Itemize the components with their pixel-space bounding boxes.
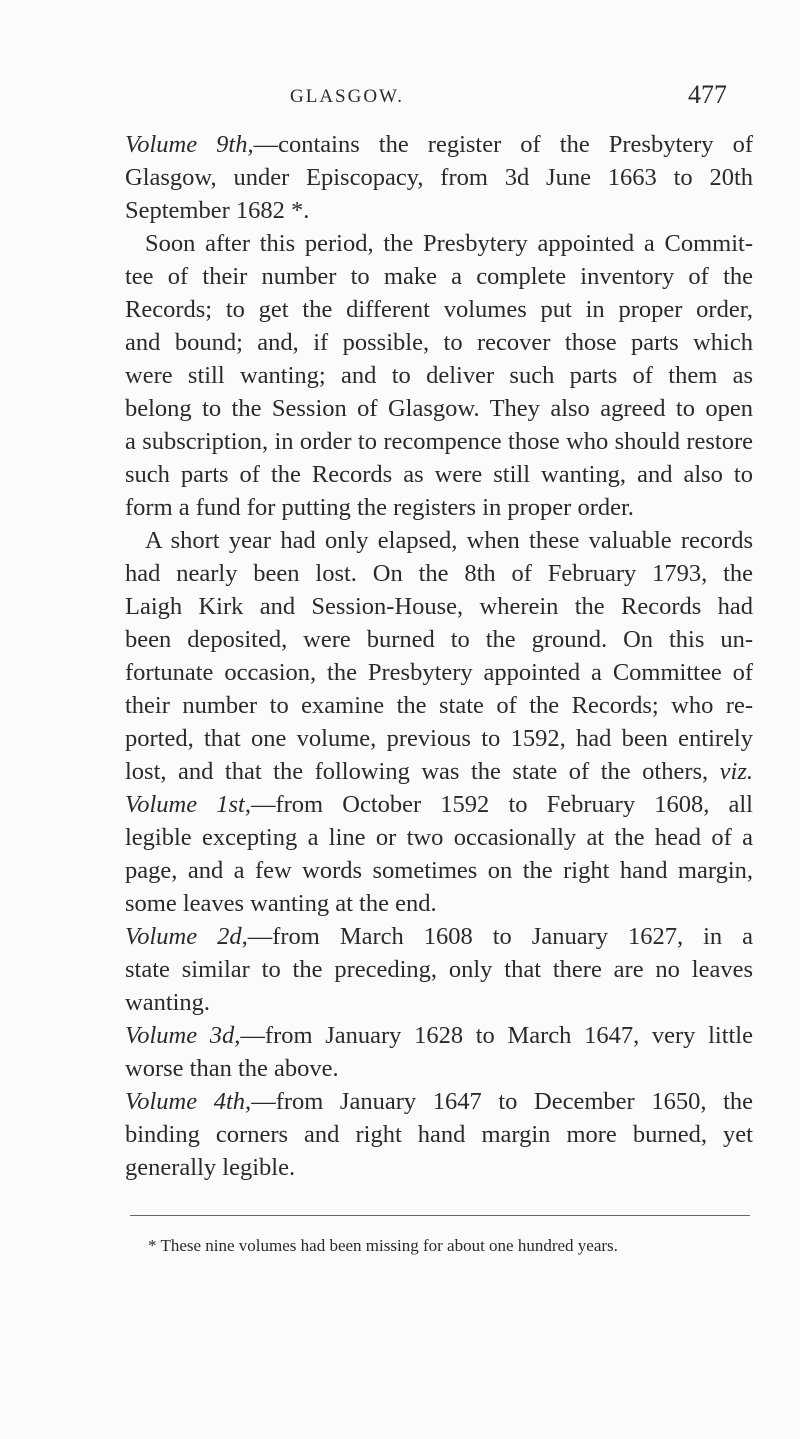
text-segment: —from March 1608 to January 1627, in a [247, 923, 753, 950]
text-segment: tee of their number to make a complete inventory of the [125, 263, 753, 290]
text-segment: binding corners and right hand margin more burned, yet [125, 1121, 753, 1148]
footnote-rule [130, 1215, 750, 1216]
text-line [125, 821, 753, 854]
text-line [125, 161, 753, 194]
text-line [125, 194, 753, 227]
text-line [125, 590, 753, 623]
body-text [125, 128, 753, 1184]
text-segment: —from October 1592 to February 1608, all [250, 791, 753, 818]
text-line [125, 623, 753, 656]
text-line [125, 458, 753, 491]
text-segment: fortunate occasion, the Presbytery appointed a Committee of [125, 659, 753, 686]
text-segment: —from January 1628 to March 1647, very little [240, 1022, 753, 1049]
footnote: * These nine volumes had been missing for about one hundred years. [148, 1236, 618, 1255]
text-segment: ported, that one volume, previous to 1592, had been entirely [125, 725, 753, 752]
italic-text: Volume 9th, [125, 131, 254, 158]
text-line [125, 128, 753, 161]
text-segment: A short year had only elapsed, when these valuable records [145, 527, 753, 554]
italic-text: viz. [719, 758, 753, 785]
text-line [125, 491, 753, 524]
text-segment: form a fund for putting the registers in proper order. [125, 494, 634, 521]
text-line [125, 953, 753, 986]
text-line [125, 722, 753, 755]
text-segment: Records; to get the different volumes put in proper order, [125, 296, 753, 323]
text-line [125, 1118, 753, 1151]
text-segment: had nearly been lost. On the 8th of February 1793, the [125, 560, 753, 587]
text-line [125, 359, 753, 392]
text-line [125, 260, 753, 293]
text-line [125, 788, 753, 821]
text-segment: been deposited, were burned to the ground. On this un- [125, 626, 753, 653]
text-segment: page, and a few words sometimes on the right hand margin, [125, 857, 753, 884]
text-segment: September 1682 *. [125, 197, 310, 224]
text-line [125, 986, 753, 1019]
text-segment: belong to the Session of Glasgow. They also agreed to open [125, 395, 753, 422]
text-line [125, 392, 753, 425]
text-line [125, 557, 753, 590]
text-segment: generally legible. [125, 1154, 296, 1181]
text-segment: wanting. [125, 989, 211, 1016]
text-segment: —from January 1647 to December 1650, the [251, 1088, 753, 1115]
italic-text: Volume 1st, [125, 791, 251, 818]
text-segment: worse than the above. [125, 1055, 339, 1082]
page-number: 477 [688, 80, 727, 109]
text-line [125, 227, 753, 260]
text-line [125, 1019, 753, 1052]
text-segment: Laigh Kirk and Session-House, wherein the Records had [125, 593, 753, 620]
text-segment: and bound; and, if possible, to recover those parts which [125, 329, 753, 356]
text-line [125, 854, 753, 887]
text-segment: were still wanting; and to deliver such parts of them as [125, 362, 753, 389]
italic-text: Volume 2d, [125, 923, 248, 950]
italic-text: Volume 3d, [125, 1022, 241, 1049]
text-segment: such parts of the Records as were still wanting, and also to [125, 461, 753, 488]
text-line [125, 425, 753, 458]
text-line [125, 656, 753, 689]
text-line [125, 1085, 753, 1118]
text-line [125, 920, 753, 953]
text-segment: lost, and that the following was the state of the others, [125, 758, 720, 785]
text-line [125, 524, 753, 557]
text-line [125, 326, 753, 359]
text-line [125, 755, 753, 788]
text-segment: —contains the register of the Presbytery of [253, 131, 753, 158]
text-segment: a subscription, in order to recompence those who should restore [125, 428, 753, 455]
italic-text: Volume 4th, [125, 1088, 252, 1115]
text-segment: their number to examine the state of the Records; who re- [125, 692, 753, 719]
text-line [125, 1052, 753, 1085]
text-line [125, 887, 753, 920]
text-line [125, 689, 753, 722]
text-segment: some leaves wanting at the end. [125, 890, 437, 917]
text-segment: Glasgow, under Episcopacy, from 3d June 1663 to 20th [125, 164, 753, 191]
text-line [125, 293, 753, 326]
text-segment: state similar to the preceding, only that there are no leaves [125, 956, 753, 983]
text-segment: legible excepting a line or two occasionally at the head of a [125, 824, 753, 851]
text-line [125, 1151, 753, 1184]
running-head: GLASGOW. [290, 86, 404, 107]
text-segment: Soon after this period, the Presbytery appointed a Commit- [145, 230, 753, 257]
